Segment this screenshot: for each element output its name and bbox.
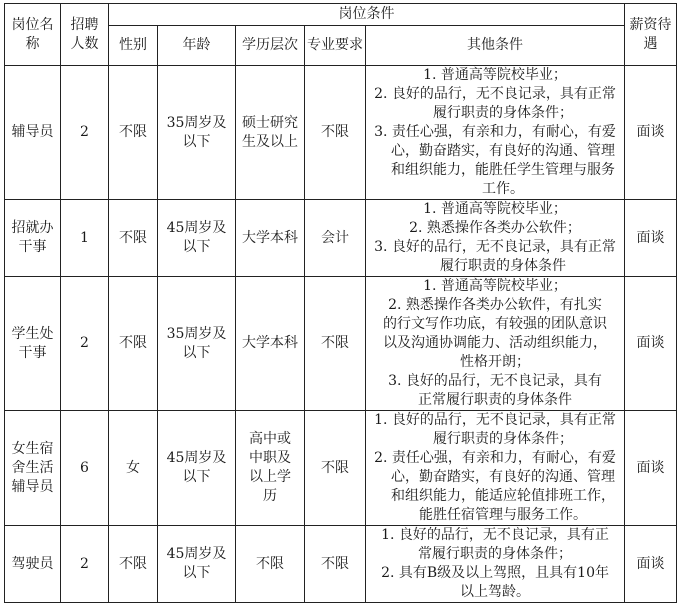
gender: 不限 — [109, 526, 158, 603]
position-name: 驾驶员 — [5, 526, 61, 603]
salary: 面谈 — [625, 66, 677, 200]
position-name: 学生处干事 — [5, 277, 61, 411]
major: 不限 — [305, 66, 366, 200]
major: 会计 — [305, 200, 366, 277]
header-conditions-group: 岗位条件 — [109, 4, 625, 26]
major: 不限 — [305, 277, 366, 411]
header-other: 其他条件 — [366, 26, 625, 66]
gender: 女 — [109, 411, 158, 526]
position-name: 招就办干事 — [5, 200, 61, 277]
salary: 面谈 — [625, 526, 677, 603]
header-education: 学历层次 — [236, 26, 305, 66]
headcount: 2 — [61, 277, 109, 411]
age: 35周岁及以下 — [158, 66, 236, 200]
other-conditions: 1. 普通高等院校毕业； 2. 熟悉操作各类办公软件； 3. 良好的品行，无不良记录，具有正常 履行职责的身体条件 — [366, 200, 625, 277]
gender: 不限 — [109, 66, 158, 200]
table-row — [5, 411, 677, 526]
other-conditions: 1. 普通高等院校毕业； 2. 良好的品行，无不良记录，具有正常 履行职责的身体条件； 3. 责任心强，有亲和力，有耐心，有爱 心，勤奋踏实，有良好的沟通、管理 和组织能力，能胜任学生管理与服务 工作。 — [366, 66, 625, 200]
position-name: 辅导员 — [5, 66, 61, 200]
other-conditions: 1. 良好的品行，无不良记录，具有正 常履行职责的身体条件； 2. 具有B级及以上驾照，且具有10年 以上驾龄。 — [366, 526, 625, 603]
age: 45周岁及以下 — [158, 526, 236, 603]
salary: 面谈 — [625, 277, 677, 411]
position-name: 女生宿舍生活辅导员 — [5, 411, 61, 526]
other-conditions: 1. 普通高等院校毕业； 2. 熟悉操作各类办公软件，有扎实 的行文写作功底，有较强的团队意识 以及沟通协调能力、活动组织能力， 性格开朗； 3. 良好的品行，无不良记录，具有 正常履行职责的身体条件 — [366, 277, 625, 411]
table-row — [5, 200, 677, 277]
education: 大学本科 — [236, 277, 305, 411]
headcount: 6 — [61, 411, 109, 526]
header-major: 专业要求 — [305, 26, 366, 66]
table-row — [5, 66, 677, 200]
major: 不限 — [305, 411, 366, 526]
gender: 不限 — [109, 200, 158, 277]
other-conditions: 1. 良好的品行，无不良记录，具有正常 履行职责的身体条件； 2. 责任心强，有亲和力，有耐心，有爱 心，勤奋踏实，有良好的沟通、管理 和组织能力，能适应轮值排班工作， 能胜任宿管理与服务工作。 — [366, 411, 625, 526]
header-age: 年龄 — [158, 26, 236, 66]
education: 不限 — [236, 526, 305, 603]
header-headcount: 招聘人数 — [61, 4, 109, 66]
table-row — [5, 526, 677, 603]
headcount: 1 — [61, 200, 109, 277]
table-row — [5, 277, 677, 411]
salary: 面谈 — [625, 411, 677, 526]
header-gender: 性别 — [109, 26, 158, 66]
gender: 不限 — [109, 277, 158, 411]
headcount: 2 — [61, 526, 109, 603]
education: 硕士研究生及以上 — [236, 66, 305, 200]
salary: 面谈 — [625, 200, 677, 277]
header-position-name: 岗位名称 — [5, 4, 61, 66]
headcount: 2 — [61, 66, 109, 200]
job-table — [4, 3, 677, 603]
education: 高中或中职及以上学历 — [236, 411, 305, 526]
major: 不限 — [305, 526, 366, 603]
education: 大学本科 — [236, 200, 305, 277]
age: 45周岁及以下 — [158, 200, 236, 277]
age: 45周岁及以下 — [158, 411, 236, 526]
age: 35周岁及以下 — [158, 277, 236, 411]
header-salary: 薪资待遇 — [625, 4, 677, 66]
